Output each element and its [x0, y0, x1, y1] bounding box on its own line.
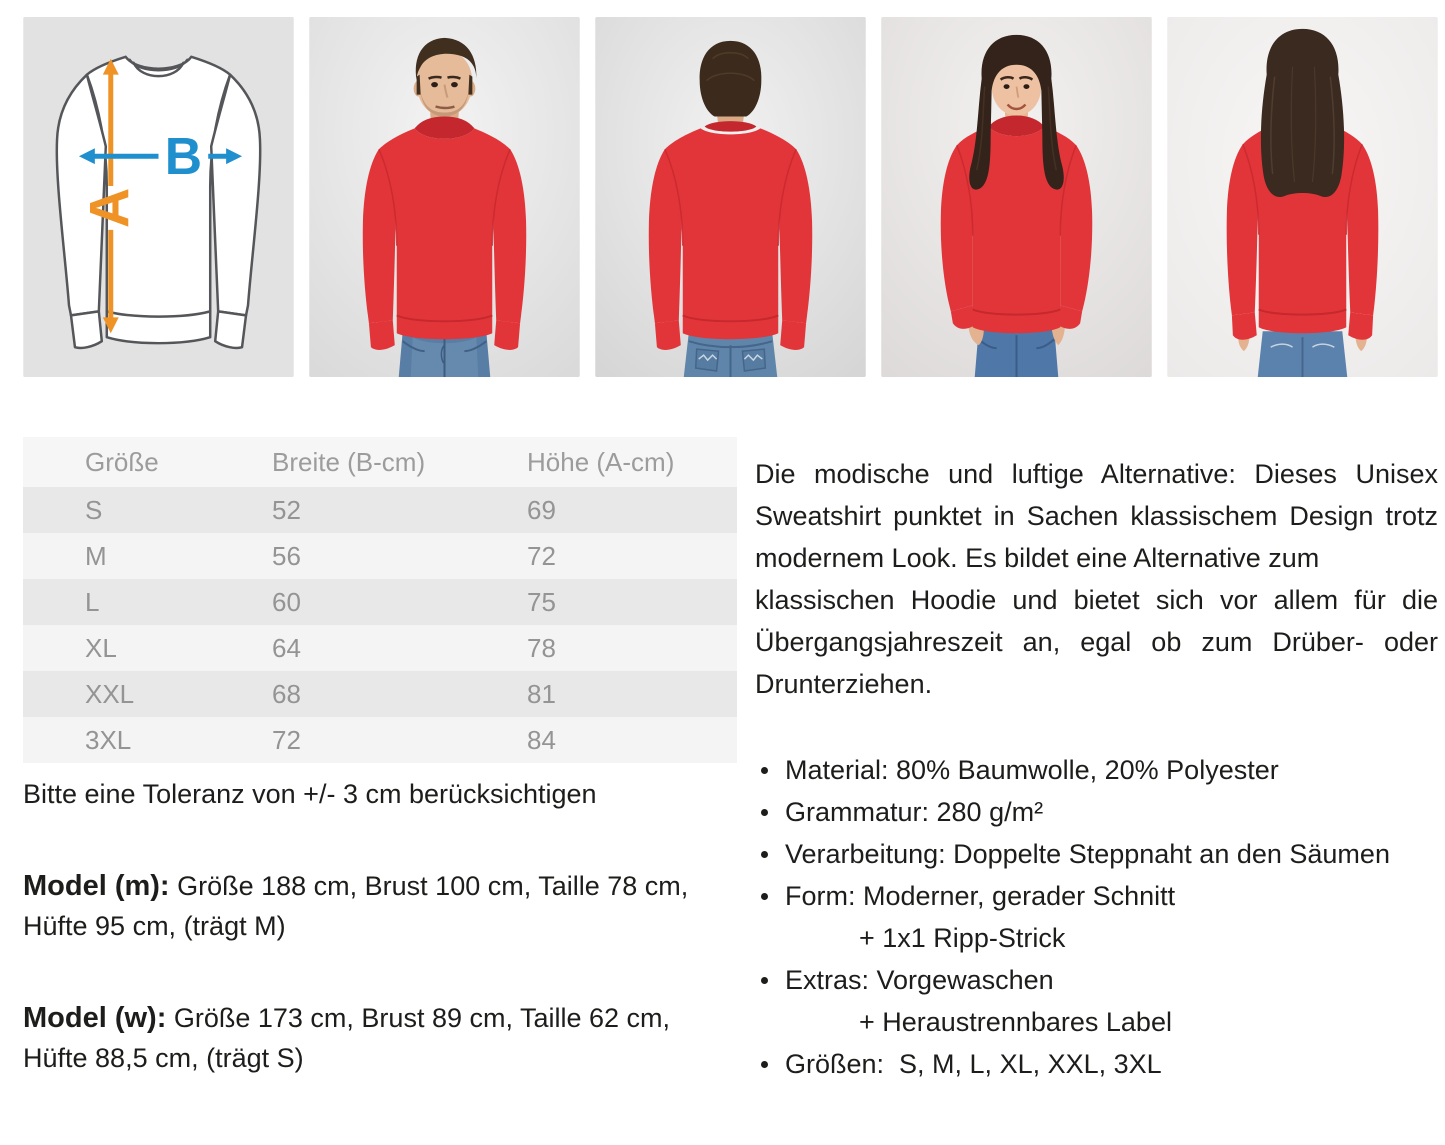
width-cell: 56: [272, 533, 527, 579]
feature-subline: + Heraustrennbares Label: [859, 1007, 1172, 1037]
table-row: [23, 717, 737, 763]
width-cell: 60: [272, 579, 527, 625]
model-male-measurements: [23, 866, 723, 946]
width-cell: 64: [272, 625, 527, 671]
description-line: modernem Look. Es bildet eine Alternative zum: [755, 543, 1320, 573]
model-female-measurements: [23, 998, 723, 1078]
jeans: [975, 329, 1059, 377]
width-label-b: B: [164, 127, 203, 186]
bullet-icon: [761, 767, 768, 774]
size-table-header-row: [23, 437, 737, 487]
feature-item-extras: [755, 959, 1438, 1043]
model-male-text: Größe 188 cm, Brust 100 cm, Taille 78 cm, Hüfte 95 cm, (trägt M): [23, 871, 689, 941]
height-cell: 81: [527, 671, 737, 717]
description-line: Sweatshirt punktet in Sachen klassischem Design trotz: [755, 501, 1438, 531]
table-row: [23, 625, 737, 671]
feature-item-groessen: [755, 1043, 1438, 1085]
feature-list: [755, 749, 1438, 1085]
table-row: [23, 579, 737, 625]
description-line: klassischen Hoodie und bietet sich vor allem für die: [755, 585, 1438, 615]
height-cell: 84: [527, 717, 737, 763]
width-cell: 72: [272, 717, 527, 763]
height-cell: 78: [527, 625, 737, 671]
male-model-back-illustration: [595, 17, 866, 377]
feature-text: Extras: Vorgewaschen: [785, 965, 1054, 995]
model-female-text: Größe 173 cm, Brust 89 cm, Taille 62 cm, Hüfte 88,5 cm, (trägt S): [23, 1003, 671, 1073]
feature-text: Form: Moderner, gerader Schnitt: [785, 881, 1176, 911]
feature-text: Verarbeitung: Doppelte Steppnaht an den Säumen: [785, 839, 1390, 869]
bullet-icon: [761, 809, 768, 816]
female-model-front-illustration: [881, 17, 1152, 377]
column-header-height: Höhe (A-cm): [527, 437, 737, 487]
table-row: [23, 671, 737, 717]
model-female-label: Model (w):: [23, 1002, 167, 1034]
size-info-column: [23, 437, 737, 1085]
height-cell: 75: [527, 579, 737, 625]
height-cell: 72: [527, 533, 737, 579]
feature-text: Material: 80% Baumwolle, 20% Polyester: [785, 755, 1279, 785]
size-cell: S: [23, 487, 272, 533]
feature-item-form: [755, 875, 1438, 959]
male-model-front-illustration: [309, 17, 580, 377]
column-header-size: Größe: [23, 437, 272, 487]
measurement-diagram-panel: [23, 17, 294, 377]
model-male-label: Model (m):: [23, 870, 170, 902]
photo-female-model-back: [1167, 17, 1438, 377]
photo-female-model-front: [881, 17, 1152, 377]
size-cell: 3XL: [23, 717, 272, 763]
description-line: Die modische und luftige Alternative: Dieses Unisex: [755, 459, 1438, 489]
height-cell: 69: [527, 487, 737, 533]
sweatshirt: [941, 115, 1093, 333]
jeans: [1258, 331, 1348, 377]
feature-subline: + 1x1 Ripp-Strick: [859, 923, 1066, 953]
description-line: Übergangsjahreszeit an, egal ob zum Drüber- oder: [755, 627, 1438, 657]
head: [700, 41, 762, 117]
hair: [1261, 29, 1344, 197]
jeans: [684, 333, 777, 377]
tolerance-note: Bitte eine Toleranz von +/- 3 cm berücksichtigen: [23, 779, 597, 809]
size-cell: L: [23, 579, 272, 625]
product-description: [755, 453, 1438, 705]
photo-male-model-back: [595, 17, 866, 377]
table-row: [23, 533, 737, 579]
sweatshirt: [649, 121, 812, 350]
feature-item-verarbeitung: [755, 833, 1438, 875]
product-details: [0, 437, 1445, 1085]
width-cell: 52: [272, 487, 527, 533]
size-table: [23, 437, 737, 763]
feature-item-material: [755, 749, 1438, 791]
product-gallery: [0, 0, 1445, 377]
width-cell: 68: [272, 671, 527, 717]
bullet-icon: [761, 977, 768, 984]
bullet-icon: [761, 893, 768, 900]
sweatshirt-measurement-diagram: [23, 17, 294, 377]
feature-text: Größen: S, M, L, XL, XXL, 3XL: [785, 1049, 1162, 1079]
description-column: [737, 437, 1440, 1085]
column-header-width: Breite (B-cm): [272, 437, 527, 487]
sweatshirt: [363, 116, 526, 349]
table-row: [23, 487, 737, 533]
size-cell: XL: [23, 625, 272, 671]
description-line: Drunterziehen.: [755, 669, 933, 699]
bullet-icon: [761, 851, 768, 858]
height-label-a: A: [78, 187, 141, 229]
size-cell: M: [23, 533, 272, 579]
feature-item-grammatur: [755, 791, 1438, 833]
bullet-icon: [761, 1061, 768, 1068]
feature-text: Grammatur: 280 g/m²: [785, 797, 1044, 827]
female-model-back-illustration: [1167, 17, 1438, 377]
head: [1261, 29, 1344, 197]
size-cell: XXL: [23, 671, 272, 717]
photo-male-model-front: [309, 17, 580, 377]
